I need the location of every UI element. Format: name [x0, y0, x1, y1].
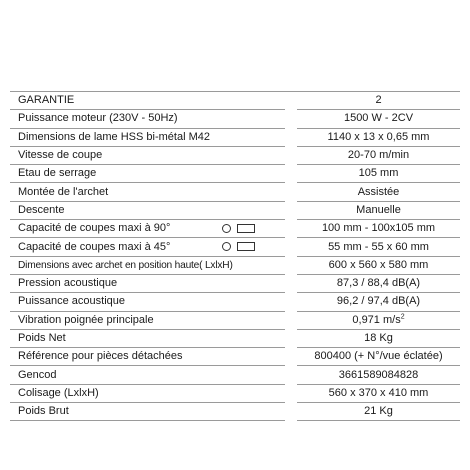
- column-gap: [285, 366, 297, 384]
- column-gap: [285, 274, 297, 292]
- spec-row: [10, 293, 460, 311]
- spec-value: 800400 (+ N°/vue éclatée): [297, 348, 460, 366]
- column-gap: [285, 293, 297, 311]
- spec-table: [10, 91, 460, 421]
- column-gap: [285, 201, 297, 219]
- spec-value: 1500 W - 2CV: [297, 110, 460, 128]
- spec-label: [10, 366, 285, 384]
- spec-value: 600 x 560 x 580 mm: [297, 256, 460, 274]
- spec-row: [10, 183, 460, 201]
- spec-row: [10, 256, 460, 274]
- spec-row: [10, 146, 460, 164]
- column-gap: [285, 110, 297, 128]
- spec-row: [10, 311, 460, 329]
- spec-row: [10, 384, 460, 402]
- spec-row: [10, 274, 460, 292]
- label-text: Gencod: [18, 368, 57, 381]
- label-text: Descente: [18, 203, 65, 216]
- spec-value: 1140 x 13 x 0,65 mm: [297, 128, 460, 146]
- spec-label: [10, 329, 285, 347]
- spec-row: [10, 128, 460, 146]
- spec-label: [10, 146, 285, 164]
- spec-label: [10, 92, 285, 110]
- column-gap: [285, 92, 297, 110]
- column-gap: [285, 311, 297, 329]
- spec-row: [10, 220, 460, 238]
- column-gap: [285, 403, 297, 421]
- label-text: Poids Brut: [18, 405, 69, 418]
- circle-icon: [222, 224, 231, 233]
- label-text: GARANTIE: [18, 94, 75, 107]
- spec-value: 2: [297, 92, 460, 110]
- label-text: Dimensions avec archet en position haute( LxlxH): [18, 259, 233, 271]
- label-text: Poids Net: [18, 332, 66, 344]
- spec-row: [10, 348, 460, 366]
- spec-row: [10, 165, 460, 183]
- label-text: Dimensions de lame HSS bi-métal M42: [18, 130, 210, 143]
- shape-icons: [222, 242, 255, 251]
- spec-row: [10, 403, 460, 421]
- spec-label: [10, 220, 285, 238]
- spec-row: [10, 329, 460, 347]
- spec-label: [10, 128, 285, 146]
- spec-label: [10, 293, 285, 311]
- label-text: Etau de serrage: [18, 167, 97, 180]
- column-gap: [285, 183, 297, 201]
- label-text: Puissance acoustique: [18, 295, 126, 308]
- rectangle-icon: [237, 224, 255, 233]
- spec-value: 105 mm: [297, 165, 460, 183]
- spec-value: 100 mm - 100x105 mm: [297, 220, 460, 238]
- spec-label: [10, 183, 285, 201]
- label-text: Capacité de coupes maxi à 45°: [18, 240, 171, 253]
- spec-label: [10, 238, 285, 256]
- spec-label: [10, 348, 285, 366]
- column-gap: [285, 384, 297, 402]
- column-gap: [285, 220, 297, 238]
- label-text: Colisage (LxlxH): [18, 386, 99, 399]
- column-gap: [285, 165, 297, 183]
- label-text: Vibration poignée principale: [18, 313, 154, 326]
- spec-value: 55 mm - 55 x 60 mm: [297, 238, 460, 256]
- spec-label: [10, 165, 285, 183]
- spec-value: 96,2 / 97,4 dB(A): [297, 293, 460, 311]
- spec-value: 560 x 370 x 410 mm: [297, 384, 460, 402]
- spec-value: [297, 311, 460, 329]
- label-text: Vitesse de coupe: [18, 149, 103, 162]
- spec-label: [10, 256, 285, 274]
- column-gap: [285, 329, 297, 347]
- spec-label: [10, 311, 285, 329]
- spec-label: [10, 201, 285, 219]
- spec-row: [10, 92, 460, 110]
- column-gap: [285, 238, 297, 256]
- rectangle-icon: [237, 242, 255, 251]
- value-superscript: 2: [400, 313, 405, 321]
- spec-label: [10, 110, 285, 128]
- spec-value: 18 Kg: [297, 329, 460, 347]
- label-text: Pression acoustique: [18, 277, 118, 290]
- label-text: Référence pour pièces détachées: [18, 350, 183, 363]
- spec-row: [10, 366, 460, 384]
- shape-icons: [222, 224, 255, 233]
- circle-icon: [222, 242, 231, 251]
- value-text: 0,971 m/s: [352, 313, 401, 326]
- label-text: Montée de l'archet: [18, 185, 109, 198]
- spec-value: 21 Kg: [297, 403, 460, 421]
- spec-label: [10, 384, 285, 402]
- spec-row: [10, 201, 460, 219]
- column-gap: [285, 256, 297, 274]
- spec-label: [10, 274, 285, 292]
- spec-value: 20-70 m/min: [297, 146, 460, 164]
- column-gap: [285, 128, 297, 146]
- spec-value: Manuelle: [297, 201, 460, 219]
- label-text: Puissance moteur (230V - 50Hz): [18, 112, 178, 125]
- spec-row: [10, 238, 460, 256]
- column-gap: [285, 348, 297, 366]
- spec-value: 87,3 / 88,4 dB(A): [297, 274, 460, 292]
- spec-value: Assistée: [297, 183, 460, 201]
- spec-label: [10, 403, 285, 421]
- spec-row: [10, 110, 460, 128]
- spec-value: 3661589084828: [297, 366, 460, 384]
- column-gap: [285, 146, 297, 164]
- label-text: Capacité de coupes maxi à 90°: [18, 222, 171, 235]
